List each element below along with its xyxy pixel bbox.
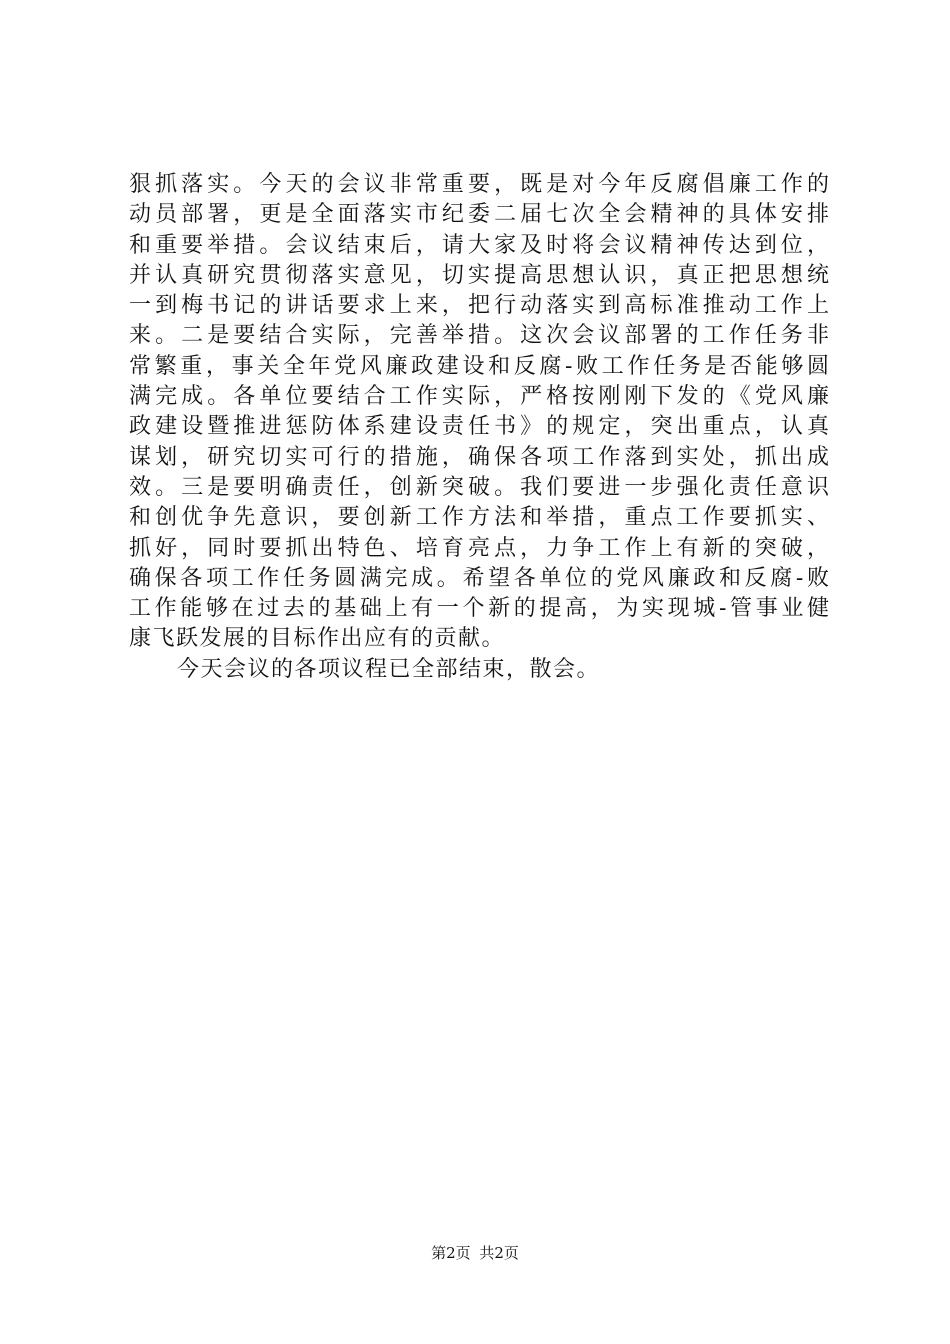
closing-line: 今天会议的各项议程已全部结束，散会。 xyxy=(177,656,601,682)
paragraph-last-line: 康飞跃发展的目标作出应有的贡献。 xyxy=(129,626,506,652)
paragraph-line: 效。三是要明确责任，创新突破。我们要进一步强化责任意识 xyxy=(129,474,829,500)
paragraph-line: 抓好，同时要抓出特色、培育亮点，力争工作上有新的突破， xyxy=(129,535,829,561)
paragraph-line: 满完成。各单位要结合工作实际，严格按刚刚下发的《党风廉 xyxy=(129,384,829,410)
page-number: 第2页 xyxy=(431,1244,471,1262)
paragraph-line: 并认真研究贯彻落实意见，切实提高思想认识，真正把思想统 xyxy=(129,262,829,288)
paragraph-line: 工作能够在过去的基础上有一个新的提高，为实现城-管事业健 xyxy=(129,596,829,622)
paragraph-line: 政建设暨推进惩防体系建设责任书》的规定，突出重点，认真 xyxy=(129,414,829,440)
paragraph-line: 确保各项工作任务圆满完成。希望各单位的党风廉政和反腐-败 xyxy=(129,565,829,591)
paragraph-line: 常繁重，事关全年党风廉政建设和反腐-败工作任务是否能够圆 xyxy=(129,353,829,379)
paragraph-line: 和创优争先意识，要创新工作方法和举措，重点工作要抓实、 xyxy=(129,505,829,531)
paragraph-line: 来。二是要结合实际，完善举措。这次会议部署的工作任务非 xyxy=(129,323,829,349)
paragraph-line: 狠抓落实。今天的会议非常重要，既是对今年反腐倡廉工作的 xyxy=(129,172,829,197)
paragraph-line: 谋划，研究切实可行的措施，确保各项工作落到实处，抓出成 xyxy=(129,444,829,470)
paragraph-line: 和重要举措。会议结束后，请大家及时将会议精神传达到位， xyxy=(129,232,829,258)
page-footer xyxy=(0,1243,950,1263)
paragraph-line: 动员部署，更是全面落实市纪委二届七次全会精神的具体安排 xyxy=(129,202,829,228)
paragraph-line: 一到梅书记的讲话要求上来，把行动落实到高标准推动工作上 xyxy=(129,293,829,319)
page-total: 共2页 xyxy=(479,1244,519,1262)
body-text xyxy=(129,170,829,685)
